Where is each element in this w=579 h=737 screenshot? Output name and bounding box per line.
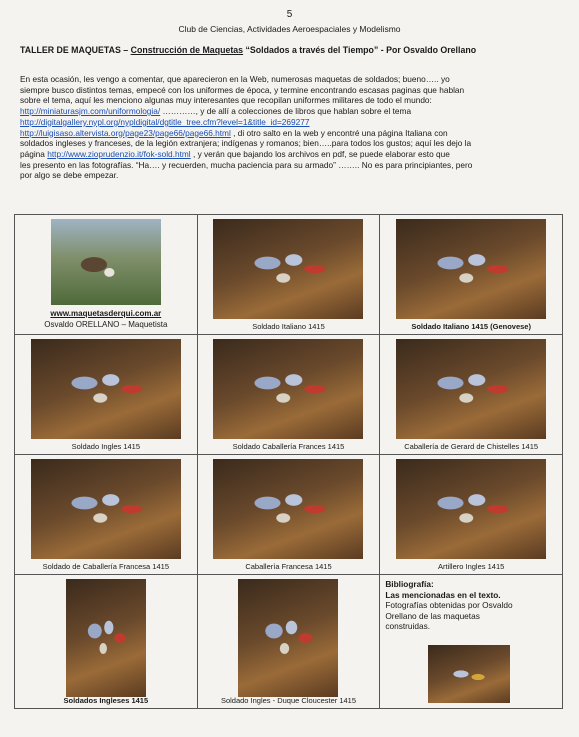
bibliography-cell [380,575,563,709]
club-header: Club de Ciencias, Actividades Aeroespaciales y Modelismo [178,24,401,34]
photo-caballeria-francesa [213,459,363,559]
bibliography-line: Orellano de las maquetas [385,610,480,621]
author-cell [15,215,198,335]
body-line: En esta ocasión, les vengo a comentar, que aparecieron en la Web, numerosas maquetas de soldados; bueno….. yo [20,74,450,84]
title-quoted: “Soldados a través del Tiempo” [243,45,381,55]
link-miniaturasjm[interactable]: http://miniaturasjm.com/uniformologia/ [20,106,161,117]
title-prefix: TALLER DE MAQUETAS – [20,45,131,55]
body-text: , y verán que bajando los archivos en pdf, se puede elaborar esto que [190,148,450,159]
title-suffix: - Por Osvaldo Orellano [380,45,477,55]
photo-bibliography-thumb [428,645,510,703]
body-line: les presento en las fotografías. “Ha…. y recuerden, mucha paciencia para su armado” …….. No es para principiantes, pero [20,159,473,170]
body-line: siempre busco distintos temas, empecé con los uniformes de época, y termine encontrando escasas paginas que hablan [20,84,465,95]
photo-caption: Caballería Francesa 1415 [245,562,332,571]
page-number: 5 [286,9,293,20]
body-text: página [20,148,48,159]
photo-cell [15,575,198,709]
article-body [20,74,565,181]
photo-caption: Soldado Italiano 1415 (Genovese) [411,322,531,331]
author-name: Osvaldo ORELLANO – Maquetista [44,320,168,329]
body-line [20,149,565,160]
body-text: , di otro salto en la web y encontré una página Italiana con [230,127,448,138]
photo-duque-cloucester [238,579,338,697]
link-zioprudenzio[interactable]: http://www.zioprudenzio.it/fok-sold.html [47,148,191,159]
body-line: sobre el tema, aquí les menciono algunas muy interesantes que recopilan uniformes militares de todo el mundo: [20,95,432,106]
bibliography-line: Fotografías obtenidas por Osvaldo [385,600,513,610]
body-line: por algo se debe empezar. [20,170,119,181]
author-photo [51,219,161,305]
body-line [20,117,565,128]
photo-artillero-ingles [396,459,546,559]
photo-caption: Soldado Ingles - Duque Cloucester 1415 [220,696,357,705]
photo-grid [14,214,563,709]
photo-cell [197,575,380,709]
photo-soldado-italiano [213,219,363,319]
photo-cell [15,335,198,455]
photo-cell [380,455,563,575]
bibliography [385,579,512,632]
bibliography-line: Las mencionadas en el texto. [385,589,501,600]
article-title [20,45,565,55]
photo-caption: Soldado Italiano 1415 [252,322,325,331]
photo-soldados-ingleses [66,579,146,697]
photo-caption: Soldados Ingleses 1415 [63,696,149,705]
photo-caption: Soldado de Caballería Francesa 1415 [42,562,169,571]
body-line: soldados ingleses y franceses, de la legión extranjera; indígenas y romanos; bien…..para todos los gustos; aquí les dejo la [20,138,472,149]
photo-caption: Artillero Ingles 1415 [438,562,505,571]
photo-cell [197,455,380,575]
title-underlined: Construcción de Maquetas [130,45,244,55]
body-text: …………, y de allí a colecciones de libros que hablan sobre el tema [160,106,412,117]
photo-gerard-de-chistelles [396,339,546,439]
photo-cell [197,335,380,455]
body-line [20,106,565,117]
photo-caballeria-francesa-soldado [31,459,181,559]
link-luigisaso[interactable]: http://luigisaso.altervista.org/page23/page66/page66.html [20,127,231,138]
bibliography-line: construidas. [385,621,431,631]
bibliography-heading: Bibliografía: [385,579,434,589]
photo-caption: Soldado Caballería Frances 1415 [232,442,345,451]
author-website[interactable]: www.maquetasderqui.com.ar [50,309,162,318]
photo-cell [380,215,563,335]
link-nypl-gallery[interactable]: http://digitalgallery.nypl.org/nypldigital/dgtitle_tree.cfm?level=1&title_id=269277 [20,116,310,127]
photo-caption: Soldado Ingles 1415 [71,442,141,451]
photo-caption: Caballería de Gerard de Chistelles 1415 [404,442,539,451]
photo-cell [197,215,380,335]
photo-cell [380,335,563,455]
photo-soldado-ingles [31,339,181,439]
photo-cell [15,455,198,575]
body-line [20,128,565,139]
photo-caballeria-frances [213,339,363,439]
photo-soldado-genovese [396,219,546,319]
